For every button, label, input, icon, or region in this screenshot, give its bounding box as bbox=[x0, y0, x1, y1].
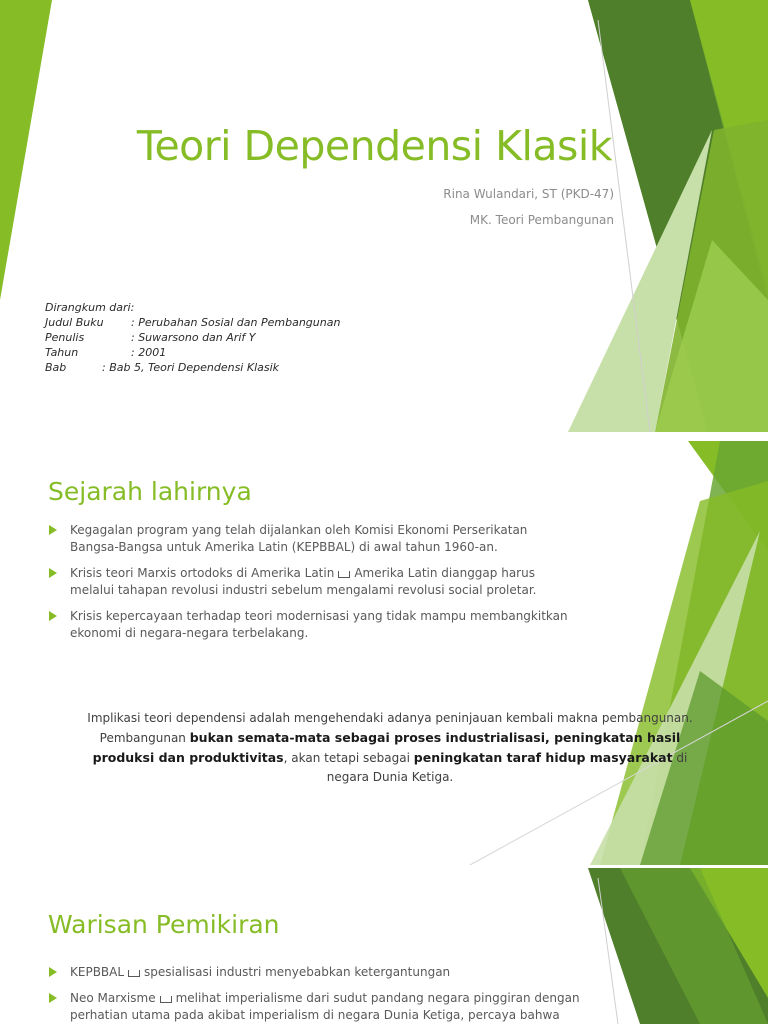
list-item bbox=[48, 522, 568, 556]
implication-text: , akan tetapi sebagai bbox=[283, 751, 414, 765]
bullet-arrow-icon bbox=[49, 525, 57, 535]
bullet-text: Kegagalan program yang telah dijalankan oleh Komisi Ekonomi Perserikatan Bangsa-Bangsa untuk Amerika Latin (KEPBBAL) di awal tahun 1960-an. bbox=[70, 523, 528, 554]
bullet-arrow-icon bbox=[49, 611, 57, 621]
bullet-arrow-icon bbox=[49, 993, 57, 1003]
history-bullet-list bbox=[48, 522, 568, 651]
source-value: : 2001 bbox=[131, 346, 167, 359]
list-item bbox=[48, 608, 568, 642]
presentation-title: Teori Dependensi Klasik bbox=[136, 122, 612, 170]
list-item bbox=[48, 990, 608, 1024]
implication-text: di negara Dunia Ketiga. bbox=[326, 751, 688, 784]
source-label: Bab bbox=[45, 361, 67, 374]
bullet-arrow-icon bbox=[49, 967, 57, 977]
source-label: Judul Buku bbox=[45, 316, 104, 329]
slide-history bbox=[0, 441, 768, 865]
missing-glyph-icon bbox=[160, 996, 172, 1003]
bullet-text: Krisis teori Marxis ortodoks di Amerika Latin bbox=[70, 566, 335, 580]
bullet-text: melihat imperialisme dari sudut pandang negara pinggiran dengan perhatian utama pada akibat imperialism di negara Dunia Ketiga, percaya bahwa bbox=[70, 991, 580, 1022]
course-subtitle: MK. Teori Pembangunan bbox=[469, 213, 614, 227]
implication-emphasis: peningkatan taraf hidup masyarakat bbox=[413, 750, 673, 765]
legacy-bullet-list bbox=[48, 964, 608, 1024]
source-value: : Suwarsono dan Arif Y bbox=[131, 331, 256, 344]
slide-legacy bbox=[0, 868, 768, 1024]
slide-gap bbox=[0, 432, 768, 441]
implication-emphasis: bukan semata-mata sebagai proses industrialisasi, peningkatan hasil produksi dan produktivitas bbox=[92, 730, 681, 765]
implication-text: Implikasi teori dependensi adalah mengehendaki adanya peninjauan kembali makna pembangunan. Pembangunan bbox=[87, 711, 693, 745]
source-row-year bbox=[45, 345, 340, 360]
section-heading: Sejarah lahirnya bbox=[48, 477, 252, 506]
list-item bbox=[48, 565, 568, 599]
section-heading: Warisan Pemikiran bbox=[48, 910, 280, 939]
source-row-author bbox=[45, 330, 340, 345]
bullet-text: Amerika Latin dianggap harus melalui tahapan revolusi industri sebelum mengalami revolusi social proletar. bbox=[70, 566, 537, 597]
bullet-text: Krisis kepercayaan terhadap teori modernisasi yang tidak mampu membangkitkan ekonomi di negara-negara terbelakang. bbox=[70, 609, 568, 640]
missing-glyph-icon bbox=[128, 970, 140, 977]
bullet-text: Neo Marxisme bbox=[70, 991, 156, 1005]
list-item bbox=[48, 964, 608, 981]
source-label: Tahun bbox=[45, 346, 79, 359]
source-row-book bbox=[45, 315, 340, 330]
source-info bbox=[45, 300, 340, 375]
slide-title bbox=[0, 0, 768, 432]
author-subtitle: Rina Wulandari, ST (PKD-47) bbox=[443, 187, 614, 201]
source-value: : Perubahan Sosial dan Pembangunan bbox=[131, 316, 341, 329]
source-label: Penulis bbox=[45, 331, 85, 344]
bullet-text: spesialisasi industri menyebabkan ketergantungan bbox=[144, 965, 451, 979]
missing-glyph-icon bbox=[338, 571, 350, 578]
bullet-arrow-icon bbox=[49, 568, 57, 578]
source-value: : Bab 5, Teori Dependensi Klasik bbox=[102, 361, 280, 374]
source-heading: Dirangkum dari: bbox=[45, 301, 135, 314]
implication-paragraph bbox=[80, 709, 700, 787]
bullet-text: KEPBBAL bbox=[70, 965, 125, 979]
source-row-chapter bbox=[45, 360, 340, 375]
